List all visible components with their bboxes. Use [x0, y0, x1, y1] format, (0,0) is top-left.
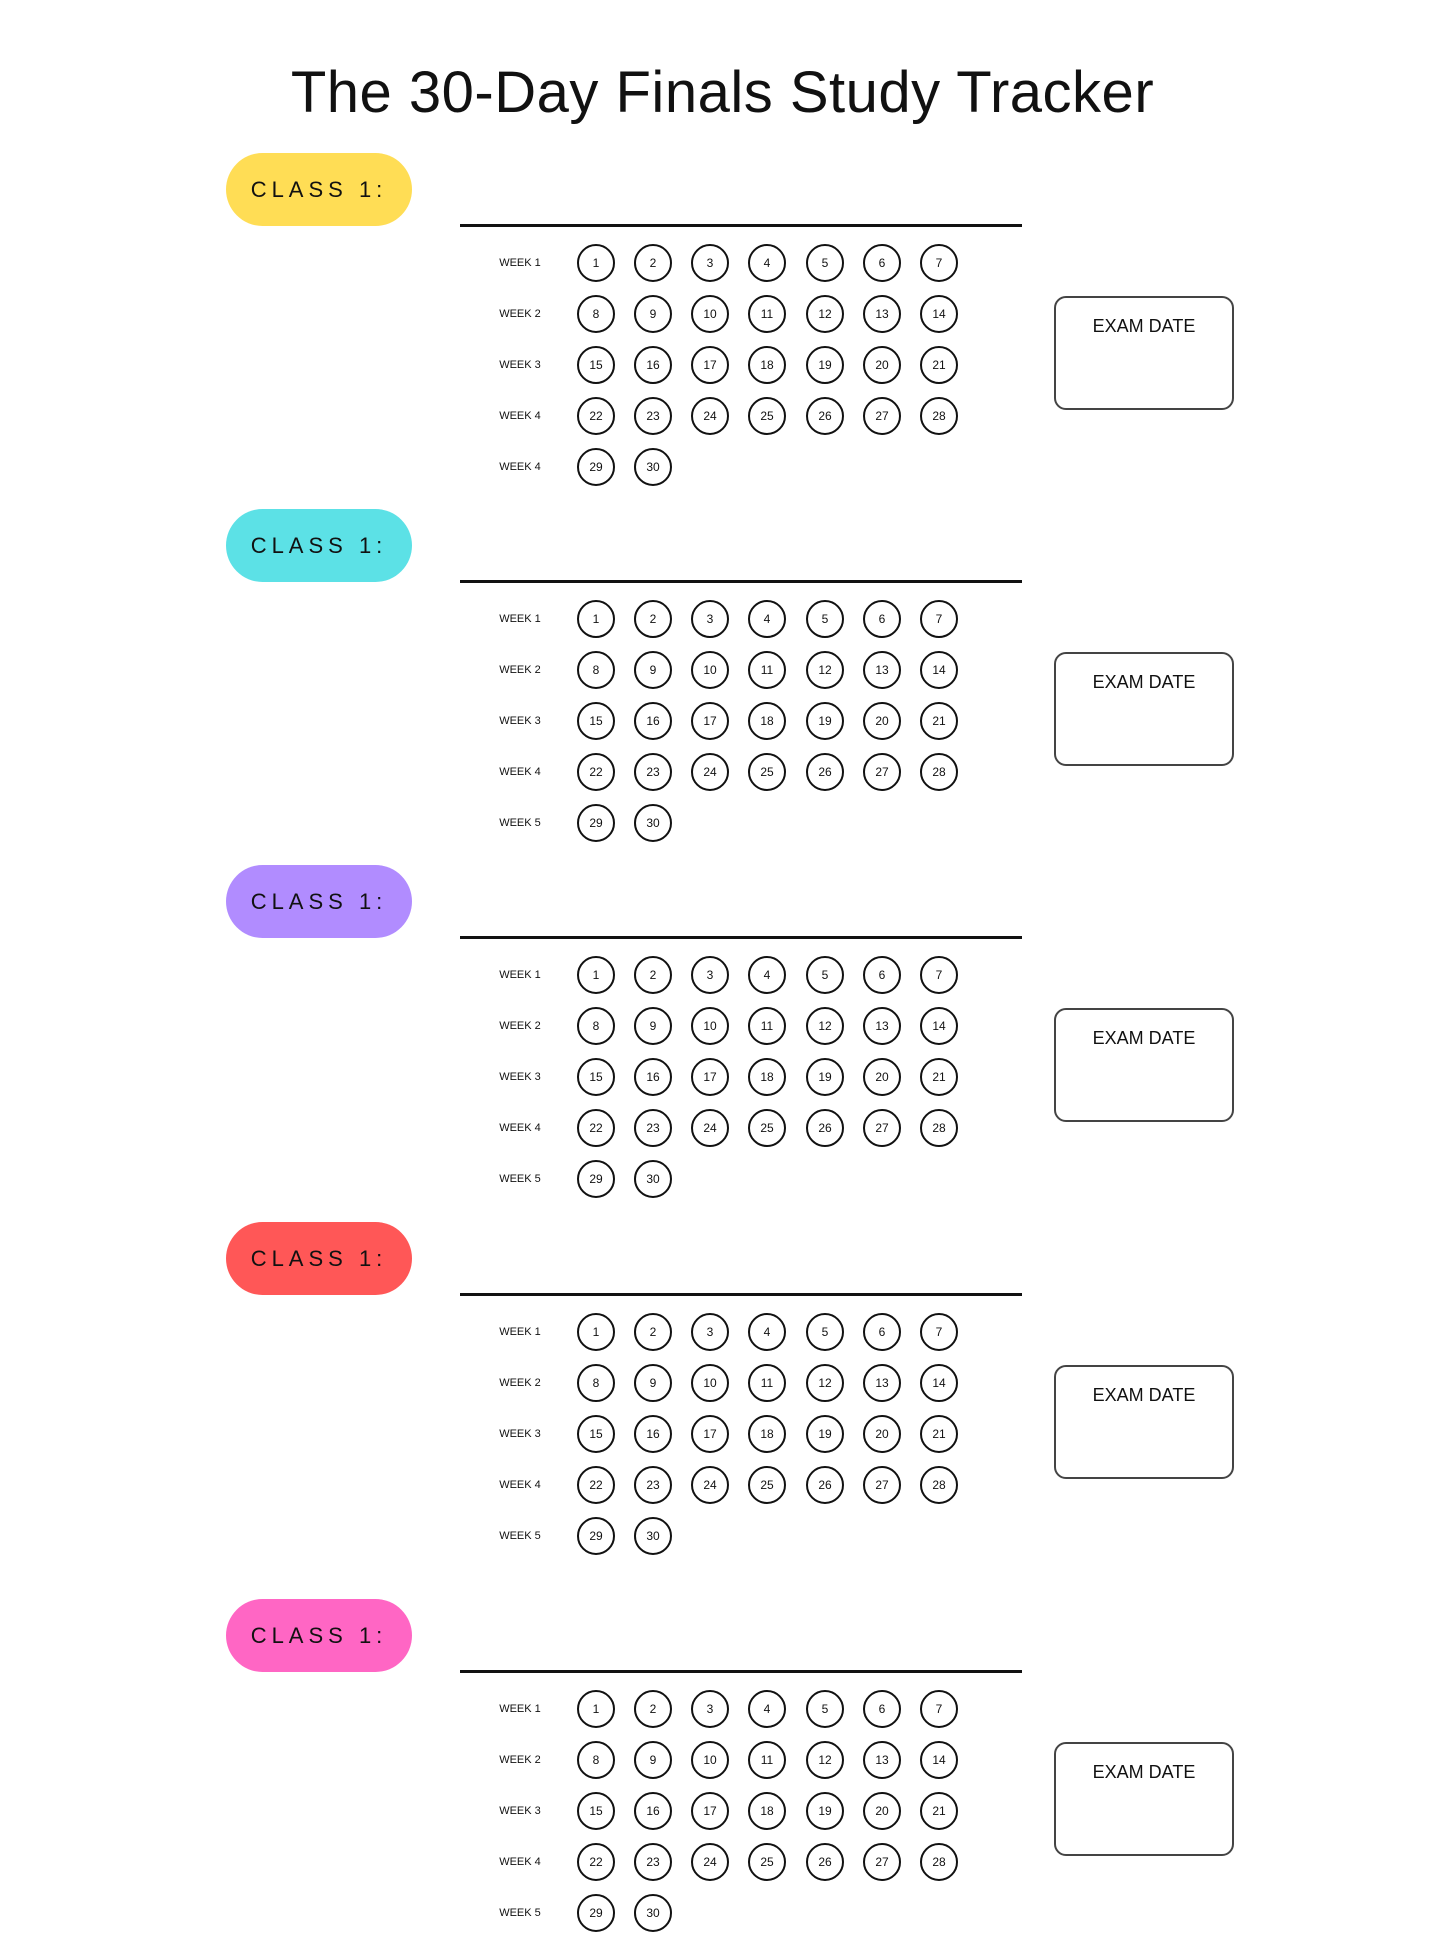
exam-date-label: EXAM DATE: [1092, 1385, 1196, 1405]
day-circle[interactable]: 9: [634, 1007, 672, 1045]
day-circle[interactable]: 12: [806, 1007, 844, 1045]
day-circle[interactable]: 14: [920, 295, 958, 333]
day-circle[interactable]: 28: [920, 1843, 958, 1881]
day-circle[interactable]: 22: [577, 753, 615, 791]
day-circle[interactable]: 10: [691, 1741, 729, 1779]
week-label: WEEK 3: [499, 359, 541, 371]
day-circle[interactable]: 29: [577, 1160, 615, 1198]
day-circle[interactable]: 1: [577, 1313, 615, 1351]
page-title: The 30-Day Finals Study Tracker: [290, 60, 1155, 125]
day-circle[interactable]: 14: [920, 1741, 958, 1779]
day-circle[interactable]: 12: [806, 1741, 844, 1779]
day-circle[interactable]: 24: [691, 1466, 729, 1504]
day-circle[interactable]: 26: [806, 1466, 844, 1504]
day-circle[interactable]: 21: [920, 1058, 958, 1096]
day-circle[interactable]: 19: [806, 702, 844, 740]
exam-date-label: EXAM DATE: [1092, 316, 1196, 336]
day-circle[interactable]: 13: [863, 1741, 901, 1779]
week-label: WEEK 4: [499, 1856, 541, 1868]
day-circle[interactable]: 14: [920, 1364, 958, 1402]
day-circle[interactable]: 5: [806, 956, 844, 994]
exam-date-label: EXAM DATE: [1092, 1028, 1196, 1048]
day-circle[interactable]: 17: [691, 1792, 729, 1830]
day-circle[interactable]: 9: [634, 295, 672, 333]
week-label: WEEK 3: [499, 1805, 541, 1817]
day-circle[interactable]: 22: [577, 1843, 615, 1881]
day-circle[interactable]: 8: [577, 651, 615, 689]
day-circle[interactable]: 21: [920, 1415, 958, 1453]
class-section: [0, 509, 1445, 865]
week-label: WEEK 3: [499, 1071, 541, 1083]
day-circle[interactable]: 29: [577, 1517, 615, 1555]
day-circle[interactable]: 26: [806, 397, 844, 435]
day-circle[interactable]: 16: [634, 1058, 672, 1096]
day-circle[interactable]: 27: [863, 397, 901, 435]
day-circle[interactable]: 12: [806, 651, 844, 689]
class-section: [0, 1599, 1445, 1955]
week-label: WEEK 4: [499, 766, 541, 778]
day-circle[interactable]: 6: [863, 244, 901, 282]
class-label-pill: CLASS 1:: [226, 509, 412, 582]
day-circle[interactable]: 15: [577, 1415, 615, 1453]
day-circle[interactable]: 21: [920, 1792, 958, 1830]
day-circle[interactable]: 30: [634, 1160, 672, 1198]
day-circle[interactable]: 10: [691, 651, 729, 689]
day-circle[interactable]: 4: [748, 1690, 786, 1728]
week-label: WEEK 2: [499, 1377, 541, 1389]
class-section: [0, 1222, 1445, 1578]
day-circle[interactable]: 13: [863, 1007, 901, 1045]
day-circle[interactable]: 7: [920, 1690, 958, 1728]
class-section: [0, 865, 1445, 1221]
day-circle[interactable]: 16: [634, 702, 672, 740]
day-circle[interactable]: 24: [691, 397, 729, 435]
day-circle[interactable]: 20: [863, 346, 901, 384]
day-circle[interactable]: 10: [691, 1007, 729, 1045]
week-label: WEEK 5: [499, 1173, 541, 1185]
day-circle[interactable]: 30: [634, 448, 672, 486]
class-section: [0, 153, 1445, 509]
day-circle[interactable]: 19: [806, 1058, 844, 1096]
day-circle[interactable]: 25: [748, 1843, 786, 1881]
day-circle[interactable]: 12: [806, 1364, 844, 1402]
day-circle[interactable]: 8: [577, 1007, 615, 1045]
day-circle[interactable]: 4: [748, 956, 786, 994]
day-circle[interactable]: 5: [806, 1313, 844, 1351]
day-circle[interactable]: 22: [577, 1109, 615, 1147]
exam-date-box[interactable]: [1054, 1008, 1234, 1122]
day-circle[interactable]: 3: [691, 244, 729, 282]
day-circle[interactable]: 20: [863, 702, 901, 740]
day-circle[interactable]: 5: [806, 600, 844, 638]
day-circle[interactable]: 23: [634, 1466, 672, 1504]
day-circle[interactable]: 11: [748, 651, 786, 689]
day-circle[interactable]: 9: [634, 651, 672, 689]
day-circle[interactable]: 2: [634, 956, 672, 994]
day-circle[interactable]: 1: [577, 600, 615, 638]
day-circle[interactable]: 26: [806, 1109, 844, 1147]
day-circle[interactable]: 27: [863, 753, 901, 791]
week-label: WEEK 2: [499, 1020, 541, 1032]
day-circle[interactable]: 21: [920, 346, 958, 384]
week-label: WEEK 3: [499, 715, 541, 727]
day-circle[interactable]: 25: [748, 753, 786, 791]
exam-date-label: EXAM DATE: [1092, 672, 1196, 692]
day-circle[interactable]: 3: [691, 956, 729, 994]
day-circle[interactable]: 2: [634, 1690, 672, 1728]
day-circle[interactable]: 20: [863, 1415, 901, 1453]
day-circle[interactable]: 28: [920, 397, 958, 435]
day-circle[interactable]: 3: [691, 1690, 729, 1728]
day-circle[interactable]: 18: [748, 346, 786, 384]
day-circle[interactable]: 27: [863, 1466, 901, 1504]
day-circle[interactable]: 2: [634, 600, 672, 638]
day-circle[interactable]: 11: [748, 1007, 786, 1045]
day-circle[interactable]: 27: [863, 1843, 901, 1881]
exam-date-box[interactable]: [1054, 296, 1234, 410]
day-circle[interactable]: 8: [577, 1364, 615, 1402]
week-label: WEEK 1: [499, 1326, 541, 1338]
class-name-line[interactable]: [460, 580, 1022, 583]
week-label: WEEK 5: [499, 817, 541, 829]
day-circle[interactable]: 17: [691, 1415, 729, 1453]
day-circle[interactable]: 21: [920, 702, 958, 740]
day-circle[interactable]: 23: [634, 753, 672, 791]
week-label: WEEK 4: [499, 1122, 541, 1134]
day-circle[interactable]: 18: [748, 1792, 786, 1830]
week-label: WEEK 4: [499, 461, 541, 473]
day-circle[interactable]: 29: [577, 804, 615, 842]
day-circle[interactable]: 27: [863, 1109, 901, 1147]
day-circle[interactable]: 24: [691, 1109, 729, 1147]
day-circle[interactable]: 6: [863, 1313, 901, 1351]
day-circle[interactable]: 11: [748, 295, 786, 333]
day-circle[interactable]: 20: [863, 1058, 901, 1096]
day-circle[interactable]: 18: [748, 702, 786, 740]
day-circle[interactable]: 28: [920, 753, 958, 791]
day-circle[interactable]: 17: [691, 702, 729, 740]
day-circle[interactable]: 9: [634, 1364, 672, 1402]
day-circle[interactable]: 2: [634, 244, 672, 282]
day-circle[interactable]: 8: [577, 1741, 615, 1779]
day-circle[interactable]: 15: [577, 702, 615, 740]
day-circle[interactable]: 7: [920, 600, 958, 638]
day-circle[interactable]: 10: [691, 295, 729, 333]
day-circle[interactable]: 7: [920, 956, 958, 994]
day-circle[interactable]: 23: [634, 397, 672, 435]
day-circle[interactable]: 19: [806, 1792, 844, 1830]
day-circle[interactable]: 13: [863, 1364, 901, 1402]
week-label: WEEK 3: [499, 1428, 541, 1440]
day-circle[interactable]: 30: [634, 804, 672, 842]
day-circle[interactable]: 3: [691, 600, 729, 638]
class-name-line[interactable]: [460, 1670, 1022, 1673]
day-circle[interactable]: 14: [920, 651, 958, 689]
day-circle[interactable]: 28: [920, 1109, 958, 1147]
day-circle[interactable]: 25: [748, 397, 786, 435]
day-circle[interactable]: 19: [806, 1415, 844, 1453]
day-circle[interactable]: 15: [577, 346, 615, 384]
day-circle[interactable]: 1: [577, 1690, 615, 1728]
day-circle[interactable]: 25: [748, 1466, 786, 1504]
class-label-pill: CLASS 1:: [226, 1599, 412, 1672]
day-circle[interactable]: 26: [806, 1843, 844, 1881]
day-circle[interactable]: 16: [634, 1792, 672, 1830]
day-circle[interactable]: 29: [577, 448, 615, 486]
day-circle[interactable]: 23: [634, 1109, 672, 1147]
day-circle[interactable]: 19: [806, 346, 844, 384]
day-circle[interactable]: 12: [806, 295, 844, 333]
class-name-line[interactable]: [460, 936, 1022, 939]
day-circle[interactable]: 17: [691, 1058, 729, 1096]
day-circle[interactable]: 18: [748, 1058, 786, 1096]
day-circle[interactable]: 7: [920, 1313, 958, 1351]
day-circle[interactable]: 23: [634, 1843, 672, 1881]
day-circle[interactable]: 13: [863, 651, 901, 689]
day-circle[interactable]: 18: [748, 1415, 786, 1453]
day-circle[interactable]: 16: [634, 1415, 672, 1453]
day-circle[interactable]: 6: [863, 600, 901, 638]
day-circle[interactable]: 6: [863, 1690, 901, 1728]
day-circle[interactable]: 9: [634, 1741, 672, 1779]
day-circle[interactable]: 5: [806, 244, 844, 282]
week-label: WEEK 5: [499, 1530, 541, 1542]
day-circle[interactable]: 24: [691, 753, 729, 791]
day-circle[interactable]: 22: [577, 1466, 615, 1504]
day-circle[interactable]: 4: [748, 244, 786, 282]
exam-date-box[interactable]: [1054, 1742, 1234, 1856]
day-circle[interactable]: 8: [577, 295, 615, 333]
week-label: WEEK 2: [499, 308, 541, 320]
day-circle[interactable]: 15: [577, 1058, 615, 1096]
day-circle[interactable]: 26: [806, 753, 844, 791]
day-circle[interactable]: 22: [577, 397, 615, 435]
week-label: WEEK 5: [499, 1907, 541, 1919]
day-circle[interactable]: 13: [863, 295, 901, 333]
day-circle[interactable]: 4: [748, 600, 786, 638]
class-label-pill: CLASS 1:: [226, 153, 412, 226]
day-circle[interactable]: 1: [577, 244, 615, 282]
class-name-line[interactable]: [460, 1293, 1022, 1296]
day-circle[interactable]: 30: [634, 1894, 672, 1932]
day-circle[interactable]: 10: [691, 1364, 729, 1402]
day-circle[interactable]: 15: [577, 1792, 615, 1830]
exam-date-label: EXAM DATE: [1092, 1762, 1196, 1782]
day-circle[interactable]: 11: [748, 1741, 786, 1779]
week-label: WEEK 2: [499, 1754, 541, 1766]
day-circle[interactable]: 29: [577, 1894, 615, 1932]
class-label-pill: CLASS 1:: [226, 1222, 412, 1295]
day-circle[interactable]: 25: [748, 1109, 786, 1147]
day-circle[interactable]: 6: [863, 956, 901, 994]
day-circle[interactable]: 24: [691, 1843, 729, 1881]
day-circle[interactable]: 5: [806, 1690, 844, 1728]
class-label-pill: CLASS 1:: [226, 865, 412, 938]
exam-date-box[interactable]: [1054, 1365, 1234, 1479]
week-label: WEEK 1: [499, 613, 541, 625]
week-label: WEEK 2: [499, 664, 541, 676]
week-label: WEEK 4: [499, 1479, 541, 1491]
day-circle[interactable]: 11: [748, 1364, 786, 1402]
day-circle[interactable]: 20: [863, 1792, 901, 1830]
week-label: WEEK 4: [499, 410, 541, 422]
day-circle[interactable]: 14: [920, 1007, 958, 1045]
class-name-line[interactable]: [460, 224, 1022, 227]
exam-date-box[interactable]: [1054, 652, 1234, 766]
day-circle[interactable]: 3: [691, 1313, 729, 1351]
week-label: WEEK 1: [499, 257, 541, 269]
day-circle[interactable]: 1: [577, 956, 615, 994]
day-circle[interactable]: 2: [634, 1313, 672, 1351]
day-circle[interactable]: 4: [748, 1313, 786, 1351]
week-label: WEEK 1: [499, 969, 541, 981]
day-circle[interactable]: 30: [634, 1517, 672, 1555]
day-circle[interactable]: 16: [634, 346, 672, 384]
day-circle[interactable]: 7: [920, 244, 958, 282]
day-circle[interactable]: 28: [920, 1466, 958, 1504]
day-circle[interactable]: 17: [691, 346, 729, 384]
week-label: WEEK 1: [499, 1703, 541, 1715]
